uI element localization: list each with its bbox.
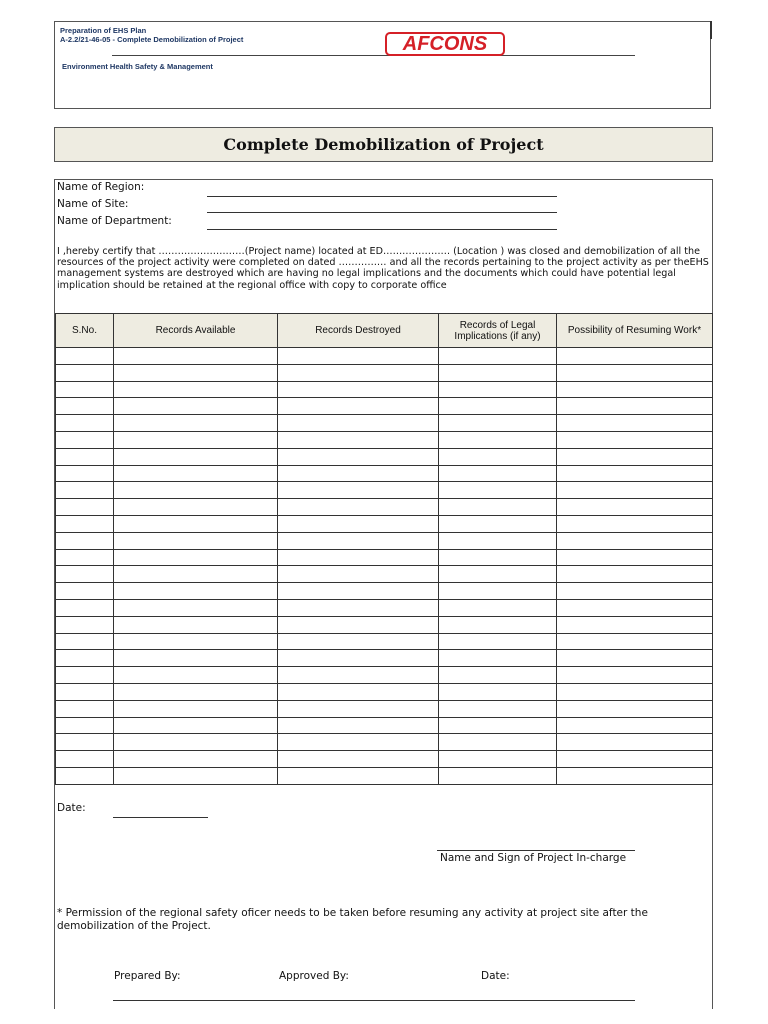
header-divider (112, 55, 635, 56)
table-cell[interactable] (114, 616, 278, 633)
table-row (56, 566, 713, 583)
table-row (56, 431, 713, 448)
table-cell[interactable] (439, 650, 557, 667)
signoff-line[interactable] (113, 1000, 635, 1001)
table-cell[interactable] (278, 650, 439, 667)
table-cell[interactable] (114, 515, 278, 532)
table-cell[interactable] (557, 583, 713, 600)
table-cell[interactable] (56, 700, 114, 717)
table-cell[interactable] (557, 633, 713, 650)
header-document-code: A-2.2/21-46-05 - Complete Demobilization of Project (60, 35, 244, 44)
logo-text: AFCONS (402, 33, 488, 55)
table-cell[interactable] (278, 499, 439, 516)
table-cell[interactable] (557, 616, 713, 633)
table-cell[interactable] (439, 415, 557, 432)
table-cell[interactable] (56, 415, 114, 432)
table-cell[interactable] (278, 683, 439, 700)
table-row (56, 734, 713, 751)
table-cell[interactable] (114, 415, 278, 432)
table-cell[interactable] (278, 364, 439, 381)
table-row (56, 700, 713, 717)
table-cell[interactable] (557, 415, 713, 432)
table-cell[interactable] (114, 431, 278, 448)
col-header-resuming-work: Possibility of Resuming Work* (557, 314, 713, 348)
table-cell[interactable] (114, 683, 278, 700)
table-cell[interactable] (557, 515, 713, 532)
table-cell[interactable] (439, 667, 557, 684)
table-row (56, 515, 713, 532)
table-row (56, 667, 713, 684)
approved-by-label: Approved By: (279, 970, 349, 982)
table-cell[interactable] (439, 700, 557, 717)
table-cell[interactable] (56, 364, 114, 381)
table-cell[interactable] (278, 700, 439, 717)
table-cell[interactable] (56, 381, 114, 398)
table-cell[interactable] (114, 482, 278, 499)
table-cell[interactable] (278, 465, 439, 482)
table-cell[interactable] (439, 465, 557, 482)
table-cell[interactable] (557, 431, 713, 448)
table-cell[interactable] (56, 650, 114, 667)
table-body (56, 348, 713, 785)
table-cell[interactable] (439, 751, 557, 768)
table-cell[interactable] (56, 549, 114, 566)
form-title: Complete Demobilization of Project (223, 135, 544, 154)
table-cell[interactable] (557, 599, 713, 616)
table-cell[interactable] (557, 482, 713, 499)
prepared-by-label: Prepared By: (114, 970, 181, 982)
table-cell[interactable] (557, 767, 713, 784)
table-cell[interactable] (278, 448, 439, 465)
table-cell[interactable] (56, 348, 114, 365)
table-cell[interactable] (114, 381, 278, 398)
header-department: Environment Health Safety & Management (62, 62, 213, 71)
date-label: Date: (57, 802, 86, 814)
table-cell[interactable] (439, 482, 557, 499)
region-label: Name of Region: (57, 181, 145, 193)
table-row (56, 448, 713, 465)
table-cell[interactable] (56, 633, 114, 650)
table-cell[interactable] (114, 767, 278, 784)
table-cell[interactable] (56, 398, 114, 415)
table-row (56, 348, 713, 365)
table-cell[interactable] (278, 767, 439, 784)
site-label: Name of Site: (57, 198, 129, 210)
signature-label: Name and Sign of Project In-charge (440, 852, 627, 864)
table-cell[interactable] (114, 734, 278, 751)
table-cell[interactable] (439, 633, 557, 650)
table-row (56, 683, 713, 700)
certification-statement: I ,hereby certify that ………………………(Project name) located at ED………………… (Location ) was closed and demobilization of all the resources of the project activity were completed on dated …………… and all the records pertaining to the project activity as per theEHS management systems are destroyed which are having no legal implications and the documents which could have potential legal implication should be retained at the regional office with copy to corporate office (57, 246, 709, 291)
table-cell[interactable] (557, 465, 713, 482)
region-input-line[interactable] (207, 196, 557, 197)
table-cell[interactable] (114, 717, 278, 734)
table-cell[interactable] (557, 448, 713, 465)
table-cell[interactable] (278, 415, 439, 432)
table-cell[interactable] (114, 348, 278, 365)
table-cell[interactable] (439, 734, 557, 751)
table-cell[interactable] (278, 431, 439, 448)
col-header-records-available: Records Available (114, 314, 278, 348)
col-header-sno: S.No. (56, 314, 114, 348)
table-cell[interactable] (439, 431, 557, 448)
table-cell[interactable] (278, 667, 439, 684)
table-cell[interactable] (557, 499, 713, 516)
table-cell[interactable] (56, 499, 114, 516)
table-row (56, 650, 713, 667)
table-row (56, 415, 713, 432)
table-row (56, 482, 713, 499)
table-cell[interactable] (114, 448, 278, 465)
table-cell[interactable] (114, 398, 278, 415)
table-cell[interactable] (557, 364, 713, 381)
table-cell[interactable] (114, 364, 278, 381)
table-cell[interactable] (439, 767, 557, 784)
table-cell[interactable] (439, 683, 557, 700)
table-cell[interactable] (114, 599, 278, 616)
table-cell[interactable] (557, 398, 713, 415)
table-cell[interactable] (278, 549, 439, 566)
date-input-line[interactable] (113, 817, 208, 818)
table-cell[interactable] (56, 566, 114, 583)
table-cell[interactable] (278, 616, 439, 633)
table-row (56, 616, 713, 633)
table-cell[interactable] (56, 448, 114, 465)
table-cell[interactable] (557, 381, 713, 398)
table-cell[interactable] (557, 650, 713, 667)
col-header-legal-implications: Records of Legal Implications (if any) (439, 314, 557, 348)
table-cell[interactable] (439, 566, 557, 583)
signoff-date-label: Date: (481, 970, 510, 982)
table-cell[interactable] (439, 717, 557, 734)
site-input-line[interactable] (207, 212, 557, 213)
header-plan-title: Preparation of EHS Plan (60, 26, 147, 35)
table-row (56, 599, 713, 616)
table-cell[interactable] (56, 616, 114, 633)
table-cell[interactable] (56, 515, 114, 532)
table-cell[interactable] (278, 633, 439, 650)
table-cell[interactable] (557, 532, 713, 549)
table-row (56, 549, 713, 566)
table-row (56, 717, 713, 734)
table-cell[interactable] (439, 549, 557, 566)
table-cell[interactable] (557, 566, 713, 583)
afcons-logo (385, 32, 505, 56)
table-cell[interactable] (557, 751, 713, 768)
table-row (56, 499, 713, 516)
table-cell[interactable] (278, 734, 439, 751)
department-label: Name of Department: (57, 215, 172, 227)
table-cell[interactable] (439, 364, 557, 381)
table-cell[interactable] (278, 599, 439, 616)
header-corner-mark (710, 21, 712, 39)
table-cell[interactable] (278, 583, 439, 600)
department-input-line[interactable] (207, 229, 557, 230)
table-row (56, 532, 713, 549)
table-cell[interactable] (278, 398, 439, 415)
table-cell[interactable] (439, 515, 557, 532)
table-row (56, 398, 713, 415)
table-cell[interactable] (557, 717, 713, 734)
table-cell[interactable] (56, 599, 114, 616)
table-cell[interactable] (114, 532, 278, 549)
table-cell[interactable] (439, 599, 557, 616)
table-cell[interactable] (557, 348, 713, 365)
table-cell[interactable] (114, 751, 278, 768)
table-cell[interactable] (56, 751, 114, 768)
table-cell[interactable] (56, 683, 114, 700)
table-header-row (56, 314, 713, 348)
table-row (56, 767, 713, 784)
table-cell[interactable] (56, 717, 114, 734)
table-cell[interactable] (114, 633, 278, 650)
table-cell[interactable] (114, 667, 278, 684)
table-cell[interactable] (278, 566, 439, 583)
table-cell[interactable] (439, 616, 557, 633)
table-cell[interactable] (439, 448, 557, 465)
table-cell[interactable] (114, 566, 278, 583)
table-cell[interactable] (278, 381, 439, 398)
table-row (56, 633, 713, 650)
table-cell[interactable] (439, 499, 557, 516)
table-cell[interactable] (278, 515, 439, 532)
table-cell[interactable] (114, 700, 278, 717)
form-title-bar (54, 127, 713, 162)
table-cell[interactable] (114, 499, 278, 516)
table-cell[interactable] (56, 767, 114, 784)
table-row (56, 751, 713, 768)
table-cell[interactable] (557, 734, 713, 751)
table-cell[interactable] (114, 549, 278, 566)
table-row (56, 465, 713, 482)
table-row (56, 583, 713, 600)
table-cell[interactable] (56, 431, 114, 448)
table-cell[interactable] (278, 717, 439, 734)
table-cell[interactable] (114, 583, 278, 600)
table-cell[interactable] (439, 381, 557, 398)
table-cell[interactable] (557, 700, 713, 717)
records-table (55, 313, 713, 785)
table-cell[interactable] (278, 532, 439, 549)
table-cell[interactable] (56, 583, 114, 600)
table-cell[interactable] (114, 465, 278, 482)
permission-note: * Permission of the regional safety oficer needs to be taken before resuming any activity at project site after the demobilization of the Project. (57, 907, 648, 932)
table-cell[interactable] (557, 667, 713, 684)
table-cell[interactable] (56, 465, 114, 482)
table-row (56, 364, 713, 381)
table-cell[interactable] (56, 667, 114, 684)
table-cell[interactable] (278, 482, 439, 499)
table-cell[interactable] (114, 650, 278, 667)
table-cell[interactable] (56, 482, 114, 499)
table-cell[interactable] (278, 348, 439, 365)
table-cell[interactable] (439, 532, 557, 549)
table-cell[interactable] (278, 751, 439, 768)
signature-line[interactable] (437, 850, 635, 851)
table-cell[interactable] (439, 398, 557, 415)
table-cell[interactable] (56, 734, 114, 751)
col-header-records-destroyed: Records Destroyed (278, 314, 439, 348)
table-cell[interactable] (557, 549, 713, 566)
table-cell[interactable] (557, 683, 713, 700)
table-cell[interactable] (439, 583, 557, 600)
table-cell[interactable] (439, 348, 557, 365)
table-cell[interactable] (56, 532, 114, 549)
table-row (56, 381, 713, 398)
